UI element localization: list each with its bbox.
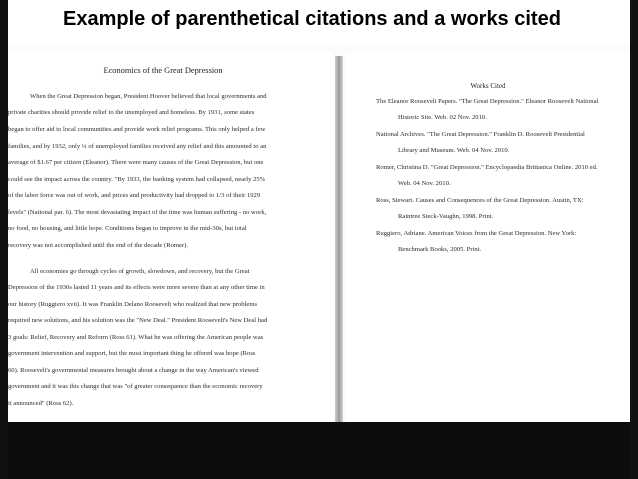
essay-line: government intervention and support, but the most important thing he offered was hope (Ross <box>8 350 256 357</box>
essay-line: could see the impact across the country. "By 1933, the banking system had collapsed, nearly 25% <box>8 176 266 183</box>
slide-title: Example of parenthetical citations and a works cited <box>63 8 561 30</box>
essay-line: private charities should provide relief to the unemployed and homeless. By 1931, some states <box>8 109 255 116</box>
essay-page <box>8 52 333 422</box>
essay-line: 3 goals: Relief, Recovery and Reform (Ross 61). What he was offering the American people was <box>8 334 264 341</box>
essay-line: Depression of the 1930s lasted 11 years and its effects were more severe than at any other time in <box>8 284 265 291</box>
essay-line: required new solutions, and his solution was the "New Deal." President Roosevelt's New Deal had <box>8 317 268 324</box>
essay-line: no food, no housing, and little hope. Conditions began to improve in the mid-30s, but total <box>8 225 247 232</box>
title-bar <box>8 0 630 44</box>
essay-line: families, and by 1932, only ¼ of unemployed families received any relief and this amounted to an <box>8 143 267 150</box>
essay-line: government and it was this change that was "of greater consequence than the economic recovery <box>8 383 263 390</box>
citation-line: Romer, Christina D. "Great Depression." Encyclopaedia Brittanica Online. 2010 ed. <box>376 164 598 171</box>
essay-line: levels" (National par. 6). The most devastating impact of the time was human suffering - no work, <box>8 209 267 216</box>
essay-line: began to offer aid to local communities and provide work relief programs. This only helped a few <box>8 126 266 133</box>
citation-line: Ross, Stewart. Causes and Consequences of the Great Depression. Austin, TX: <box>376 197 584 204</box>
essay-line: 60). Roosevelt's governmental measures brought about a change in the way American's viewed <box>8 367 259 374</box>
citation-line: Web. 04 Nov. 2010. <box>398 180 451 187</box>
works-cited-page <box>346 52 630 422</box>
essay-line: recovery was not accomplished until the end of the decade (Romer). <box>8 242 188 249</box>
page-divider <box>335 56 343 422</box>
citation-line: National Archives. "The Great Depression." Franklin D. Roosevelt Presidential <box>376 131 585 138</box>
citation-line: Historic Site. Web. 02 Nov. 2010. <box>398 114 487 121</box>
citation-line: Benchmark Books, 2005. Print. <box>398 246 482 253</box>
essay-line: it announced" (Ross 62). <box>8 400 74 407</box>
citation-line: Ruggiero, Adriane. American Voices from the Great Depression. New York: <box>376 230 577 237</box>
works-cited-heading: Works Cited <box>470 82 506 90</box>
citation-line: Library and Museum. Web. 04 Nov. 2010. <box>398 147 510 154</box>
essay-line: All economies go through cycles of growth, slowdown, and recovery, but the Great <box>30 268 250 275</box>
citation-line: Raintree Steck-Vaughn, 1998. Print. <box>398 213 494 220</box>
essay-line: our history (Ruggiero xvii). It was Franklin Delano Roosevelt who realized that new problems <box>8 301 258 308</box>
essay-line: When the Great Depression began, President Hoover believed that local governments and <box>30 93 267 100</box>
citation-line: The Eleanor Roosevelt Papers. "The Great Depression." Eleanor Roosevelt National <box>376 98 599 105</box>
essay-line: of the labor force was out of work, and prices and productivity had dropped to 1/3 of their 1929 <box>8 192 261 199</box>
essay-line: average of $1.67 per citizen (Eleanor). There were many causes of the Great Depression, but one <box>8 159 264 166</box>
bottom-band <box>8 422 630 479</box>
essay-title: Economics of the Great Depression <box>103 66 223 75</box>
